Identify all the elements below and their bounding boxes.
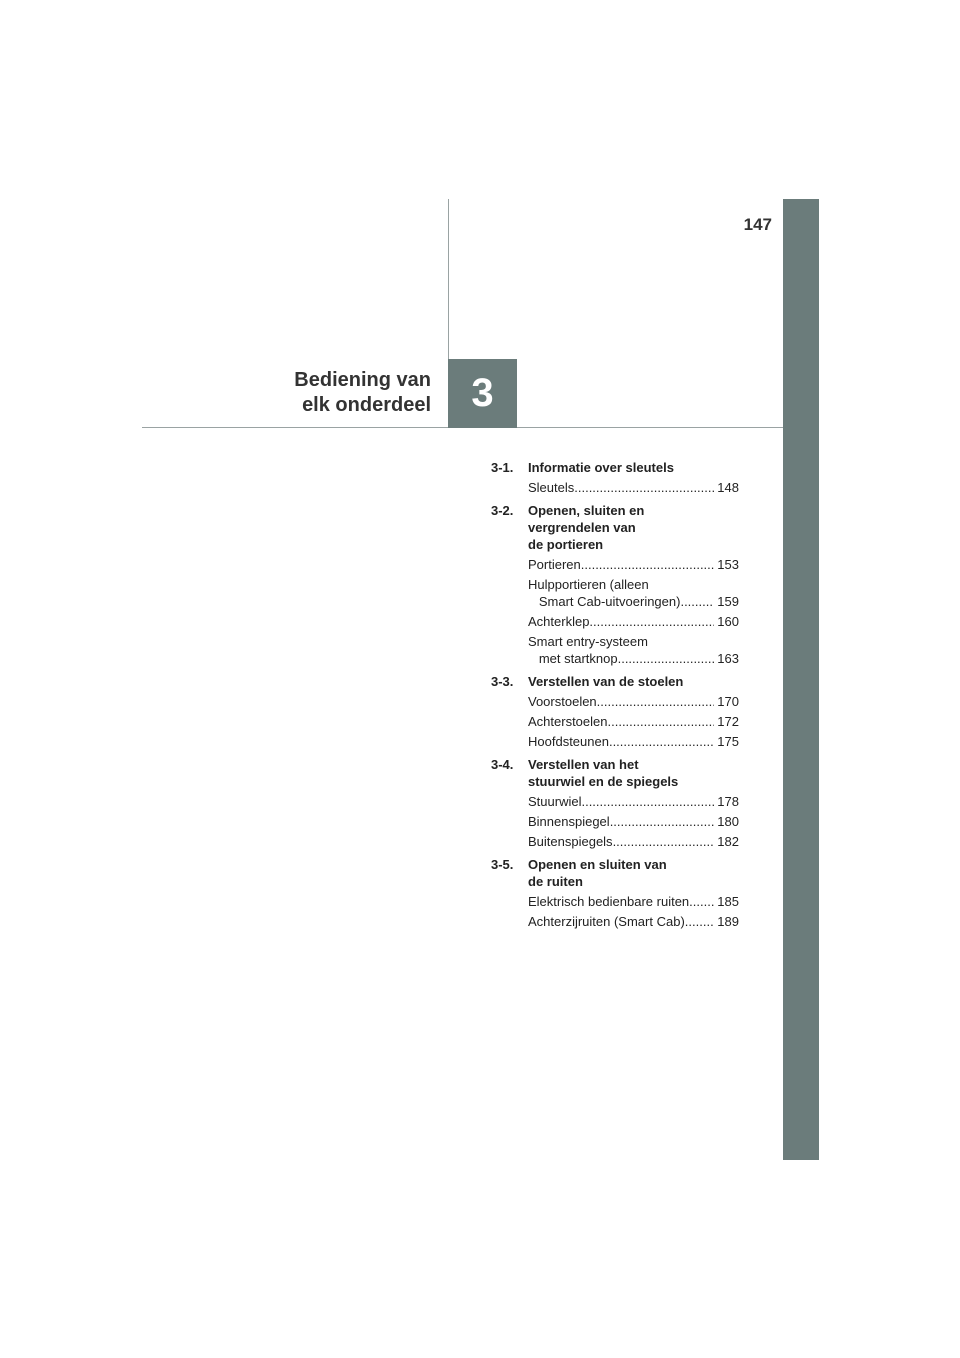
entry-label: Hoofdsteunen: [528, 734, 609, 749]
toc-entry[interactable]: [528, 633, 739, 667]
toc-entry[interactable]: [528, 479, 739, 496]
vertical-rule: [448, 199, 449, 359]
toc-entry[interactable]: [528, 556, 739, 573]
toc-section-heading: [491, 673, 739, 690]
dot-leader: [608, 713, 715, 730]
entry-page-number: 172: [717, 714, 739, 729]
dot-leader: [613, 833, 715, 850]
entry-label-line1: Hulpportieren (alleen: [528, 577, 649, 592]
entry-label: Buitenspiegels: [528, 834, 613, 849]
entry-page-number: 170: [717, 694, 739, 709]
entry-page-number: 160: [717, 614, 739, 629]
toc-entry[interactable]: [528, 733, 739, 750]
entry-page-number: 148: [717, 480, 739, 495]
dot-leader: [589, 613, 714, 630]
dot-leader: [685, 913, 715, 930]
entry-label: Achterklep: [528, 614, 590, 629]
toc-section-heading: [491, 756, 739, 790]
section-number: 3-4.: [491, 757, 514, 772]
dot-leader: [574, 479, 714, 496]
section-title: Informatie over sleutels: [528, 460, 674, 475]
chapter-number-box: [448, 359, 517, 428]
dot-leader: [581, 793, 714, 810]
toc-entry[interactable]: [528, 713, 739, 730]
toc-entry[interactable]: [528, 833, 739, 850]
dot-leader: [597, 693, 715, 710]
toc-section-heading: [491, 856, 739, 890]
chapter-number: 3: [471, 371, 494, 415]
dot-leader: [689, 893, 714, 910]
entry-label: Voorstoelen: [528, 694, 597, 709]
entry-label: Achterstoelen: [528, 714, 608, 729]
entry-label: Binnenspiegel: [528, 814, 610, 829]
section-title: Openen, sluiten en vergrendelen van de portieren: [528, 503, 645, 552]
table-of-contents: [491, 459, 739, 936]
toc-entry[interactable]: [528, 576, 739, 610]
dot-leader: [610, 813, 715, 830]
entry-page-number: 185: [717, 894, 739, 909]
toc-entry[interactable]: [528, 613, 739, 630]
entry-label: Smart Cab-uitvoeringen): [528, 594, 681, 609]
section-number: 3-2.: [491, 503, 514, 518]
toc-entry[interactable]: [528, 893, 739, 910]
section-title: Verstellen van het stuurwiel en de spiegels: [528, 757, 679, 789]
entry-label-line1: Smart entry-systeem: [528, 634, 648, 649]
dot-leader: [618, 650, 715, 667]
toc-section: [491, 856, 739, 930]
chapter-title: Bediening van elk onderdeel: [294, 369, 431, 416]
chapter-side-tab: [783, 199, 819, 1160]
entry-label: Portieren: [528, 557, 581, 572]
section-title: Openen en sluiten van de ruiten: [528, 857, 667, 889]
dot-leader: [581, 556, 715, 573]
section-title: Verstellen van de stoelen: [528, 674, 684, 689]
toc-section-heading: [491, 459, 739, 476]
dot-leader: [609, 733, 714, 750]
dot-leader: [680, 593, 714, 610]
section-number: 3-1.: [491, 460, 514, 475]
toc-section-heading: [491, 502, 739, 553]
entry-page-number: 182: [717, 834, 739, 849]
section-number: 3-3.: [491, 674, 514, 689]
entry-label: Achterzijruiten (Smart Cab): [528, 914, 685, 929]
toc-entry[interactable]: [528, 793, 739, 810]
toc-section: [491, 459, 739, 496]
entry-label: Sleutels: [528, 480, 575, 495]
entry-page-number: 159: [717, 594, 739, 609]
entry-label: Elektrisch bedienbare ruiten: [528, 894, 690, 909]
section-number: 3-5.: [491, 857, 514, 872]
entry-page-number: 189: [717, 914, 739, 929]
entry-page-number: 163: [717, 651, 739, 666]
toc-entry[interactable]: [528, 913, 739, 930]
page-number: 147: [743, 215, 772, 234]
entry-page-number: 178: [717, 794, 739, 809]
entry-page-number: 180: [717, 814, 739, 829]
entry-page-number: 153: [717, 557, 739, 572]
entry-label: met startknop: [528, 651, 618, 666]
toc-entry[interactable]: [528, 693, 739, 710]
entry-page-number: 175: [717, 734, 739, 749]
toc-entry[interactable]: [528, 813, 739, 830]
toc-section: [491, 673, 739, 750]
toc-section: [491, 502, 739, 667]
toc-section: [491, 756, 739, 850]
entry-label: Stuurwiel: [528, 794, 582, 809]
